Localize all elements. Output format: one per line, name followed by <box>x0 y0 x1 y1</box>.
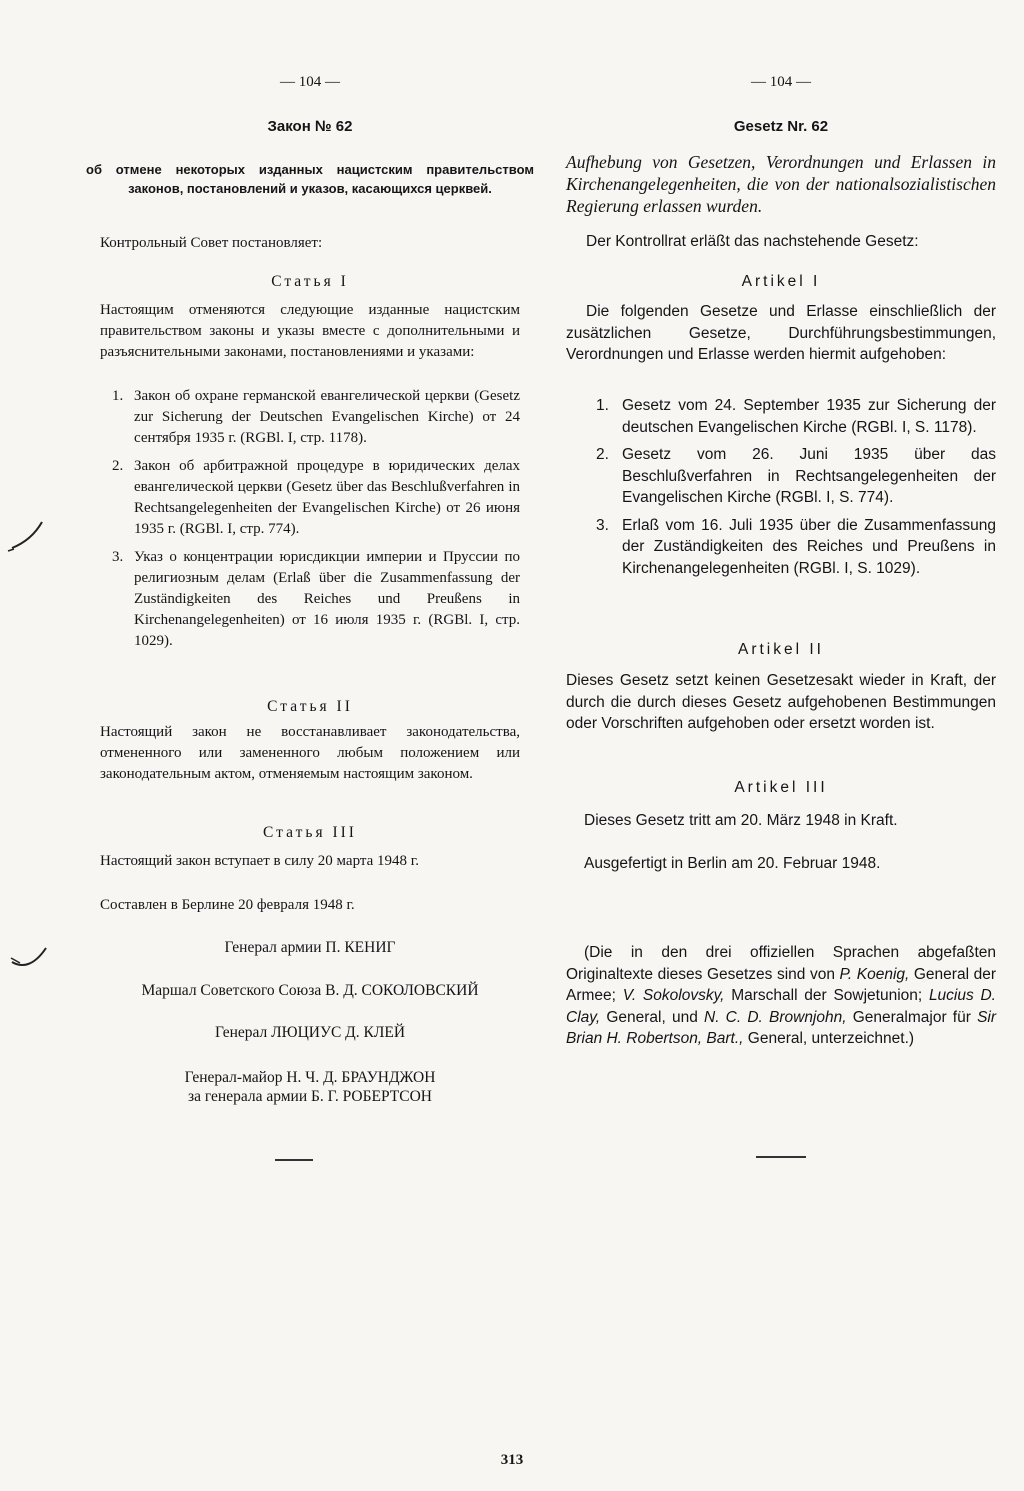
end-rule-de <box>756 1156 806 1158</box>
law-subtitle-ru: об отмене некоторых изданных нацистским правительством законов, постановлений и указов, касающихся церквей. <box>86 162 534 196</box>
list-item <box>566 395 996 438</box>
article1-heading-de: Artikel I <box>741 273 821 290</box>
note-name: Sir Brian H. Robertson, Bart., <box>566 1008 997 1047</box>
signature-robertson-ru: за генерала армии Б. Г. РОБЕРТСОН <box>188 1088 432 1105</box>
note-text: General, unterzeichnet.) <box>743 1030 915 1047</box>
article3-text-ru: Настоящий закон вступает в силу 20 марта 1948 г. <box>100 853 419 869</box>
article3-text-de: Dieses Gesetz tritt am 20. März 1948 in Kraft. <box>584 812 898 829</box>
signature-clay-ru: Генерал ЛЮЦИУС Д. КЛЕЙ <box>214 1024 406 1041</box>
note-name: N. C. D. Brownjohn, <box>704 1008 847 1026</box>
law-title-de: Gesetz Nr. 62 <box>733 118 829 135</box>
note-text: (Die in den drei offiziellen Sprachen abgefaßten Originaltexte dieses Gesetzes sind von <box>566 944 996 983</box>
article1-intro-de: Die folgenden Gesetze und Erlasse einschließlich der zusätzlichen Gesetze, Durchführungsbestimmungen, Verordnungen und Erlasse werden hiermit aufgehoben: <box>566 303 996 363</box>
law-title-ru: Закон № 62 <box>267 118 353 135</box>
list-item-text: Erlaß vom 16. Juli 1935 über die Zusammenfassung der Zuständigkeiten des Reiches und Preußens in Kirchenangelegenheiten (RGBl. I, S. 1029). <box>622 516 996 577</box>
list-item <box>100 386 520 449</box>
list-item-text: Закон об охране германской евангелической церкви (Gesetz zur Sicherung der Deutschen Evangelischen Kirche) от 24 сентября 1935 г. (RGBl. I, стр. 1178). <box>134 388 520 446</box>
list-item-text: Gesetz vom 24. September 1935 zur Sicherung der deutschen Evangelischen Kirche (RGBl. I, S. 1178). <box>622 397 996 436</box>
signatories-note-de <box>566 942 996 1050</box>
article2-text-de: Dieses Gesetz setzt keinen Gesetzesakt wieder in Kraft, der durch die durch dieses Gesetz aufgehobenen Bestimmungen oder Vorschriften aufgehoben oder ersetzt worden ist. <box>566 672 996 732</box>
list-item-number: 1. <box>596 397 609 414</box>
article1-heading-ru: Статья I <box>271 273 349 290</box>
repeal-list-de <box>566 395 996 579</box>
signature-sokolovsky-ru: Маршал Советского Союза В. Д. СОКОЛОВСКИЙ <box>141 982 479 999</box>
list-item <box>566 444 996 509</box>
article2-heading-de: Artikel II <box>738 641 824 658</box>
pencil-check-mark <box>4 518 48 558</box>
signature-koenig-ru: Генерал армии П. КЕНИГ <box>224 939 396 956</box>
end-rule-ru <box>275 1159 313 1161</box>
page-number-de: — 104 — <box>751 74 811 90</box>
footer-page-number: 313 <box>500 1452 524 1468</box>
article1-intro-ru: Настоящим отменяются следующие изданные нацистским правительством законы и указы вместе с дополнительными и разъяснительными законами, постановлениями и указами: <box>100 302 520 360</box>
article2-text-ru: Настоящий закон не восстанавливает законодательства, отмененного или замененного любым положением или законодательным актом, отменяемым настоящим законом. <box>100 724 520 782</box>
note-text: General, und <box>600 1008 704 1026</box>
pencil-check-mark <box>8 942 52 972</box>
note-name: P. Koenig, <box>839 965 910 983</box>
note-text: Generalmajor für <box>846 1008 978 1026</box>
note-name: Lucius D. Clay, <box>566 987 996 1026</box>
list-item-text: Закон об арбитражной процедуре в юридических делах евангелической церкви (Gesetz über das Beschlußverfahren in Rechtsangelegenheiten der Evangelischen Kirche) от 26 июня 1935 г. (RGBl. I, стр. 774). <box>134 458 520 537</box>
list-item-number: 3. <box>112 549 124 565</box>
repeal-list-ru <box>100 386 520 652</box>
list-item <box>100 456 520 540</box>
note-text: General der Armee; <box>566 965 996 1004</box>
list-item-number: 1. <box>112 388 124 404</box>
note-text: Marschall der Sowjetunion; <box>724 987 929 1004</box>
list-item-number: 2. <box>112 458 124 474</box>
list-item-text: Указ о концентрации юрисдикции империи и Пруссии по религиозным делам (Erlaß über die Zusammenfassung der Zuständigkeiten des Reiches und Preußens in Kirchenangelegenheiten) от 16 июля 1935 г. (RGBl. I, стр. 1029). <box>134 549 520 649</box>
preamble-de: Der Kontrollrat erläßt das nachstehende Gesetz: <box>586 233 919 250</box>
preamble-ru: Контрольный Совет постановляет: <box>100 235 323 251</box>
list-item <box>566 515 996 580</box>
article3-heading-de: Artikel III <box>734 779 828 796</box>
signature-brownjohn-ru: Генерал-майор Н. Ч. Д. БРАУНДЖОН <box>184 1069 436 1086</box>
list-item-number: 2. <box>596 446 609 463</box>
page-number-ru: — 104 — <box>280 74 340 90</box>
list-item-number: 3. <box>596 516 609 534</box>
note-name: V. Sokolovsky, <box>622 987 725 1004</box>
article2-heading-ru: Статья II <box>267 698 353 715</box>
done-at-ru: Составлен в Берлине 20 февраля 1948 г. <box>100 897 355 913</box>
article3-heading-ru: Статья III <box>263 824 357 841</box>
list-item <box>100 547 520 652</box>
list-item-text: Gesetz vom 26. Juni 1935 über das Beschlußverfahren in Rechtsangelegenheiten der Evangelischen Kirche (RGBl. I, S. 774). <box>622 446 996 506</box>
done-at-de: Ausgefertigt in Berlin am 20. Februar 1948. <box>584 855 881 872</box>
law-subtitle-de: Aufhebung von Gesetzen, Verordnungen und Erlassen in Kirchenangelegenheiten, die von der nationalsozialistischen Regierung erlassen wurden. <box>566 152 996 216</box>
